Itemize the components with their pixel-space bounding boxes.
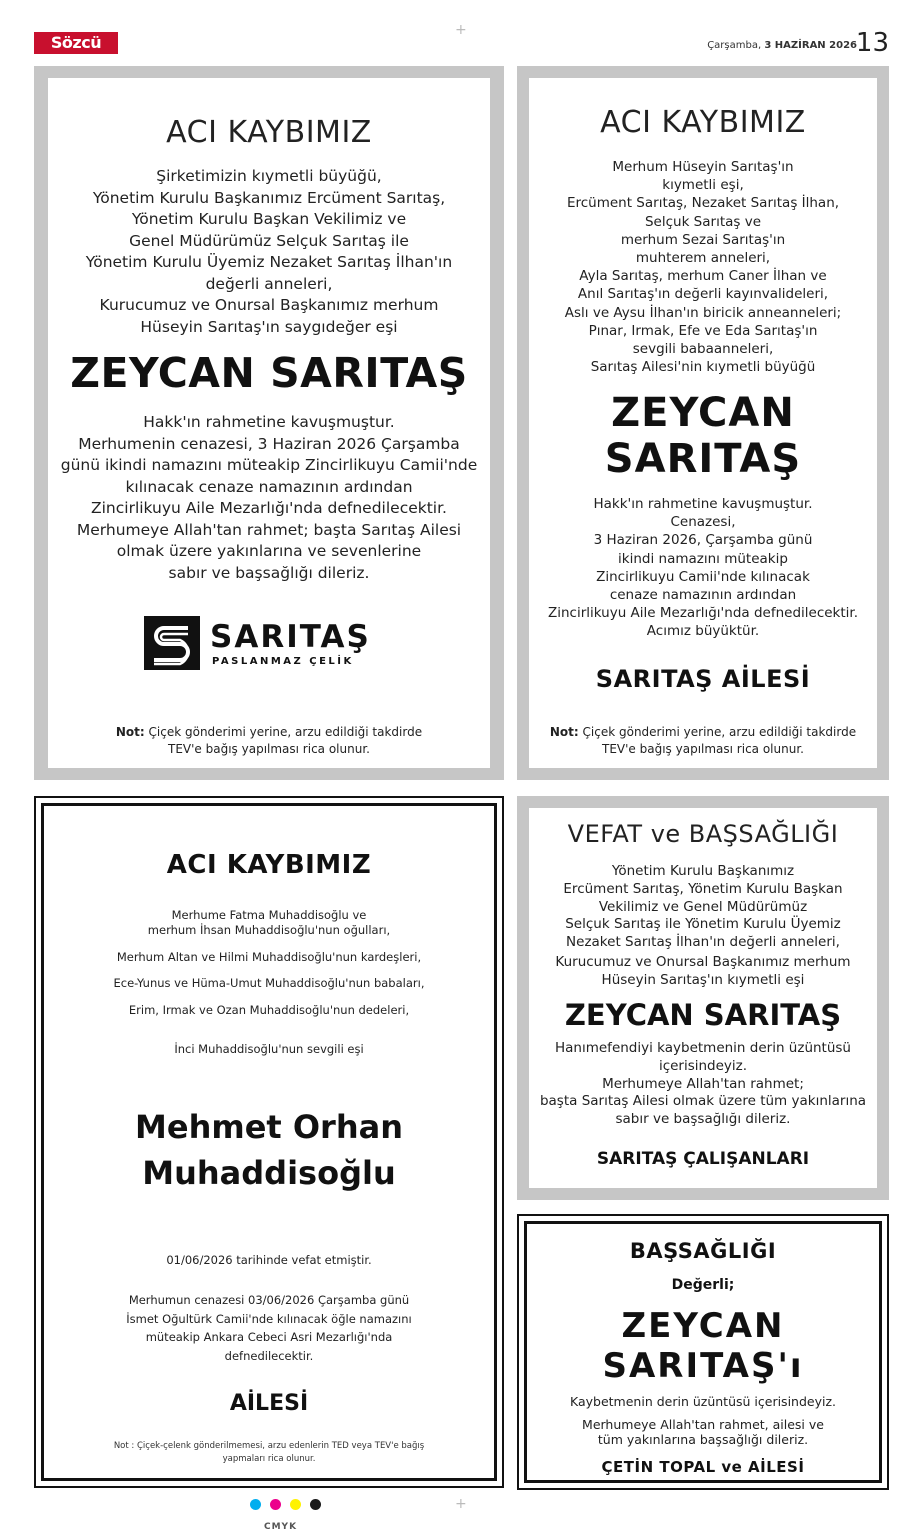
ad2-body-line: ikindi namazını müteakip	[618, 550, 788, 567]
ad1-body-line: günü ikindi namazını müteakip Zincirlikuyu Camii'nde	[60, 456, 478, 474]
ad2-deceased-name-2: SARITAŞ	[604, 436, 802, 482]
ad3-note-line: Not : Çiçek-çelenk gönderilmemesi, arzu edenlerin TED veya TEV'e bağış	[113, 1441, 425, 1451]
ad3-line: Ece-Yunus ve Hüma-Umut Muhaddisoğlu'nun babaları,	[113, 976, 425, 990]
issue-date	[707, 40, 857, 51]
ad3-deceased-name-1: Mehmet Orhan	[135, 1108, 403, 1146]
ad4-heading: VEFAT ve BAŞSAĞLIĞI	[567, 820, 839, 848]
ad3-deceased-name-2: Muhaddisoğlu	[142, 1154, 396, 1192]
ad1-body-line: Merhumeye Allah'tan rahmet; başta Sarıtaş Ailesi	[76, 520, 462, 539]
saritas-emblem-icon	[144, 616, 200, 670]
newspaper-logo: Sözcü	[34, 32, 118, 54]
ad2-intro-line: Selçuk Sarıtaş ve	[644, 213, 762, 230]
ad3-funeral-line: müteakip Ankara Cebeci Asri Mezarlığı'nda	[145, 1330, 393, 1344]
ad2-note-label: Not:	[549, 725, 579, 739]
ad1-heading: ACI KAYBIMIZ	[166, 115, 372, 150]
saritas-brand-logo	[144, 616, 404, 672]
ad3-line: İnci Muhaddisoğlu'nun sevgili eşi	[174, 1042, 364, 1056]
ad2-intro-line: Ayla Sarıtaş, merhum Caner İlhan ve	[579, 268, 827, 285]
ad3-line: Erim, Irmak ve Ozan Muhaddisoğlu'nun dedeleri,	[128, 1003, 410, 1017]
ad3-funeral-line: Merhumun cenazesi 03/06/2026 Çarşamba günü	[128, 1293, 410, 1307]
ad2-intro-line: muhterem anneleri,	[635, 250, 771, 267]
ad4-body-line: Hanımefendiyi kaybetmenin derin üzüntüsü	[555, 1040, 851, 1056]
ad2-intro-line: Pınar, Irmak, Efe ve Eda Sarıtaş'ın	[588, 322, 818, 339]
ad2-intro-line: kıymetli eşi,	[662, 177, 744, 194]
ad4-body-line: içerisindeyiz.	[658, 1057, 748, 1074]
ad1-body-line: kılınacak cenaze namazının ardından	[125, 477, 413, 496]
ad4-deceased-name: ZEYCAN SARITAŞ	[564, 998, 842, 1032]
ad1-intro-line: Genel Müdürümüz Selçuk Sarıtaş ile	[129, 231, 409, 250]
ad2-note-text: Çiçek gönderimi yerine, arzu edildiği takdirde	[578, 725, 857, 739]
ad5-body-line: Kaybetmenin derin üzüntüsü içerisindeyiz.	[570, 1394, 836, 1409]
ad1-intro-line: Hüseyin Sarıtaş'ın saygıdeğer eşi	[140, 317, 398, 336]
yellow-dot	[290, 1499, 301, 1510]
ad4-body-line: sabır ve başsağlığı dileriz.	[615, 1111, 791, 1128]
ad1-note-text-2: TEV'e bağış yapılması rica olunur.	[168, 742, 370, 756]
ad3-line: merhum İhsan Muhaddisoğlu'nun oğulları,	[147, 922, 391, 937]
brand-subtitle: PASLANMAZ ÇELİK	[212, 656, 354, 667]
ad1-body-line: olmak üzere yakınlarına ve sevenlerine	[116, 542, 422, 560]
obituary-ad-3	[34, 796, 504, 1488]
ad3-line: Merhume Fatma Muhaddisoğlu ve	[171, 908, 367, 922]
ad2-signature: SARITAŞ AİLESİ	[595, 665, 811, 693]
ad3-line: Merhum Altan ve Hilmi Muhaddisoğlu'nun kardeşleri,	[116, 950, 422, 964]
ad4-intro-line: Hüseyin Sarıtaş'ın kıymetli eşi	[601, 971, 805, 988]
issue-date-value: 3 HAZİRAN 2026	[764, 40, 857, 51]
ad2-deceased-name-1: ZEYCAN	[611, 390, 795, 436]
ad3-note-line: yapmaları rica olunur.	[222, 1454, 316, 1464]
page-number: 13	[855, 28, 889, 58]
ad2-note-text-2: TEV'e bağış yapılması rica olunur.	[602, 742, 804, 756]
ad2-body-line: Zincirlikuyu Aile Mezarlığı'nda defnedilecektir.	[547, 605, 859, 622]
ad2-heading: ACI KAYBIMIZ	[600, 105, 806, 140]
ad3-heading: ACI KAYBIMIZ	[166, 850, 372, 880]
ad5-body-line: tüm yakınlarına başsağlığı dileriz.	[597, 1432, 809, 1447]
ad2-intro-line: sevgili babaanneleri,	[632, 341, 774, 358]
ad4-body-line: başta Sarıtaş Ailesi olmak üzere tüm yakınlarına	[539, 1093, 867, 1110]
ad1-intro-line: Yönetim Kurulu Üyemiz Nezaket Sarıtaş İlhan'ın	[85, 253, 453, 271]
ad5-body-line: Merhumeye Allah'tan rahmet, ailesi ve	[582, 1417, 824, 1432]
ad4-intro-line: Nezaket Sarıtaş İlhan'ın değerli anneleri,	[566, 934, 840, 951]
registration-mark: +	[455, 1496, 467, 1512]
ad2-intro-line: Aslı ve Aysu İlhan'ın biricik anneanneleri;	[564, 304, 842, 321]
obituary-ad-2	[517, 66, 889, 780]
registration-mark: +	[455, 22, 467, 38]
brand-name: SARITAŞ	[210, 619, 371, 655]
ad3-funeral-line: defnedilecektir.	[224, 1348, 314, 1363]
ad4-intro-line: Yönetim Kurulu Başkanımız	[611, 863, 795, 879]
ad2-intro-line: merhum Sezai Sarıtaş'ın	[620, 231, 786, 248]
ad1-intro-line: değerli anneleri,	[205, 274, 333, 293]
ad2-intro-line: Anıl Sarıtaş'ın değerli kayınvalideleri,	[577, 286, 829, 303]
ad2-body-line: Acımız büyüktür.	[646, 623, 760, 640]
ad1-note-label: Not:	[115, 725, 145, 739]
issue-weekday: Çarşamba,	[707, 40, 762, 51]
ad5-subheading: Değerli;	[671, 1277, 735, 1293]
ad3-signature: AİLESİ	[229, 1391, 309, 1416]
ad1-deceased-name: ZEYCAN SARITAŞ	[70, 349, 468, 397]
ad1-body-line: Zincirlikuyu Aile Mezarlığı'nda defnedilecektir.	[91, 499, 447, 517]
condolence-ad-4	[517, 796, 889, 1200]
magenta-dot	[270, 1499, 281, 1510]
ad1-body-line: Merhumenin cenazesi, 3 Haziran 2026 Çarşamba	[78, 434, 460, 453]
ad2-body-line: Zincirlikuyu Camii'nde kılınacak	[596, 568, 810, 585]
ad2-intro-line: Ercüment Sarıtaş, Nezaket Sarıtaş İlhan,	[566, 195, 840, 212]
ad4-signature: SARITAŞ ÇALIŞANLARI	[596, 1149, 810, 1169]
ad5-deceased-name-2: SARITAŞ'ı	[602, 1346, 804, 1386]
ad2-body-line: Cenazesi,	[670, 514, 736, 531]
ad1-intro-line: Yönetim Kurulu Başkanımız Ercüment Sarıtaş,	[92, 188, 446, 207]
ad2-body-line: 3 Haziran 2026, Çarşamba günü	[593, 532, 813, 549]
ad4-intro-line: Kurucumuz ve Onursal Başkanımız merhum	[555, 954, 851, 970]
ad5-signature: ÇETİN TOPAL ve AİLESİ	[601, 1458, 805, 1476]
ad2-intro-line: Merhum Hüseyin Sarıtaş'ın	[612, 159, 794, 175]
ad4-intro-line: Vekilimiz ve Genel Müdürümüz	[598, 898, 808, 915]
ad1-note-text: Çiçek gönderimi yerine, arzu edildiği takdirde	[144, 725, 423, 739]
ad1-intro-line: Kurucumuz ve Onursal Başkanımız merhum	[99, 296, 439, 314]
ad1-body-line: Hakk'ın rahmetine kavuşmuştur.	[143, 413, 395, 431]
ad2-intro-line: Sarıtaş Ailesi'nin kıymetli büyüğü	[590, 359, 816, 376]
ad2-body-line: cenaze namazının ardından	[609, 587, 797, 604]
condolence-ad-5	[517, 1214, 889, 1490]
ad1-body-line: sabır ve başsağlığı dileriz.	[168, 563, 370, 582]
ad1-intro-line: Şirketimizin kıymetli büyüğü,	[156, 167, 382, 185]
ad4-intro-line: Selçuk Sarıtaş ile Yönetim Kurulu Üyemiz	[565, 916, 841, 933]
ad4-body-line: Merhumeye Allah'tan rahmet;	[602, 1075, 804, 1092]
ad4-intro-line: Ercüment Sarıtaş, Yönetim Kurulu Başkan	[563, 880, 843, 897]
cmyk-label: CMYK	[264, 1522, 298, 1532]
ad1-intro-line: Yönetim Kurulu Başkan Vekilimiz ve	[131, 210, 407, 228]
ad3-death-line: 01/06/2026 tarihinde vefat etmiştir.	[166, 1253, 372, 1267]
cyan-dot	[250, 1499, 261, 1510]
ad2-body-line: Hakk'ın rahmetine kavuşmuştur.	[593, 496, 813, 512]
black-dot	[310, 1499, 321, 1510]
ad5-deceased-name-1: ZEYCAN	[621, 1306, 785, 1346]
obituary-ad-1	[34, 66, 504, 780]
ad3-funeral-line: İsmet Oğultürk Camii'nde kılınacak öğle namazını	[126, 1311, 412, 1326]
ad5-heading: BAŞSAĞLIĞI	[629, 1239, 777, 1263]
